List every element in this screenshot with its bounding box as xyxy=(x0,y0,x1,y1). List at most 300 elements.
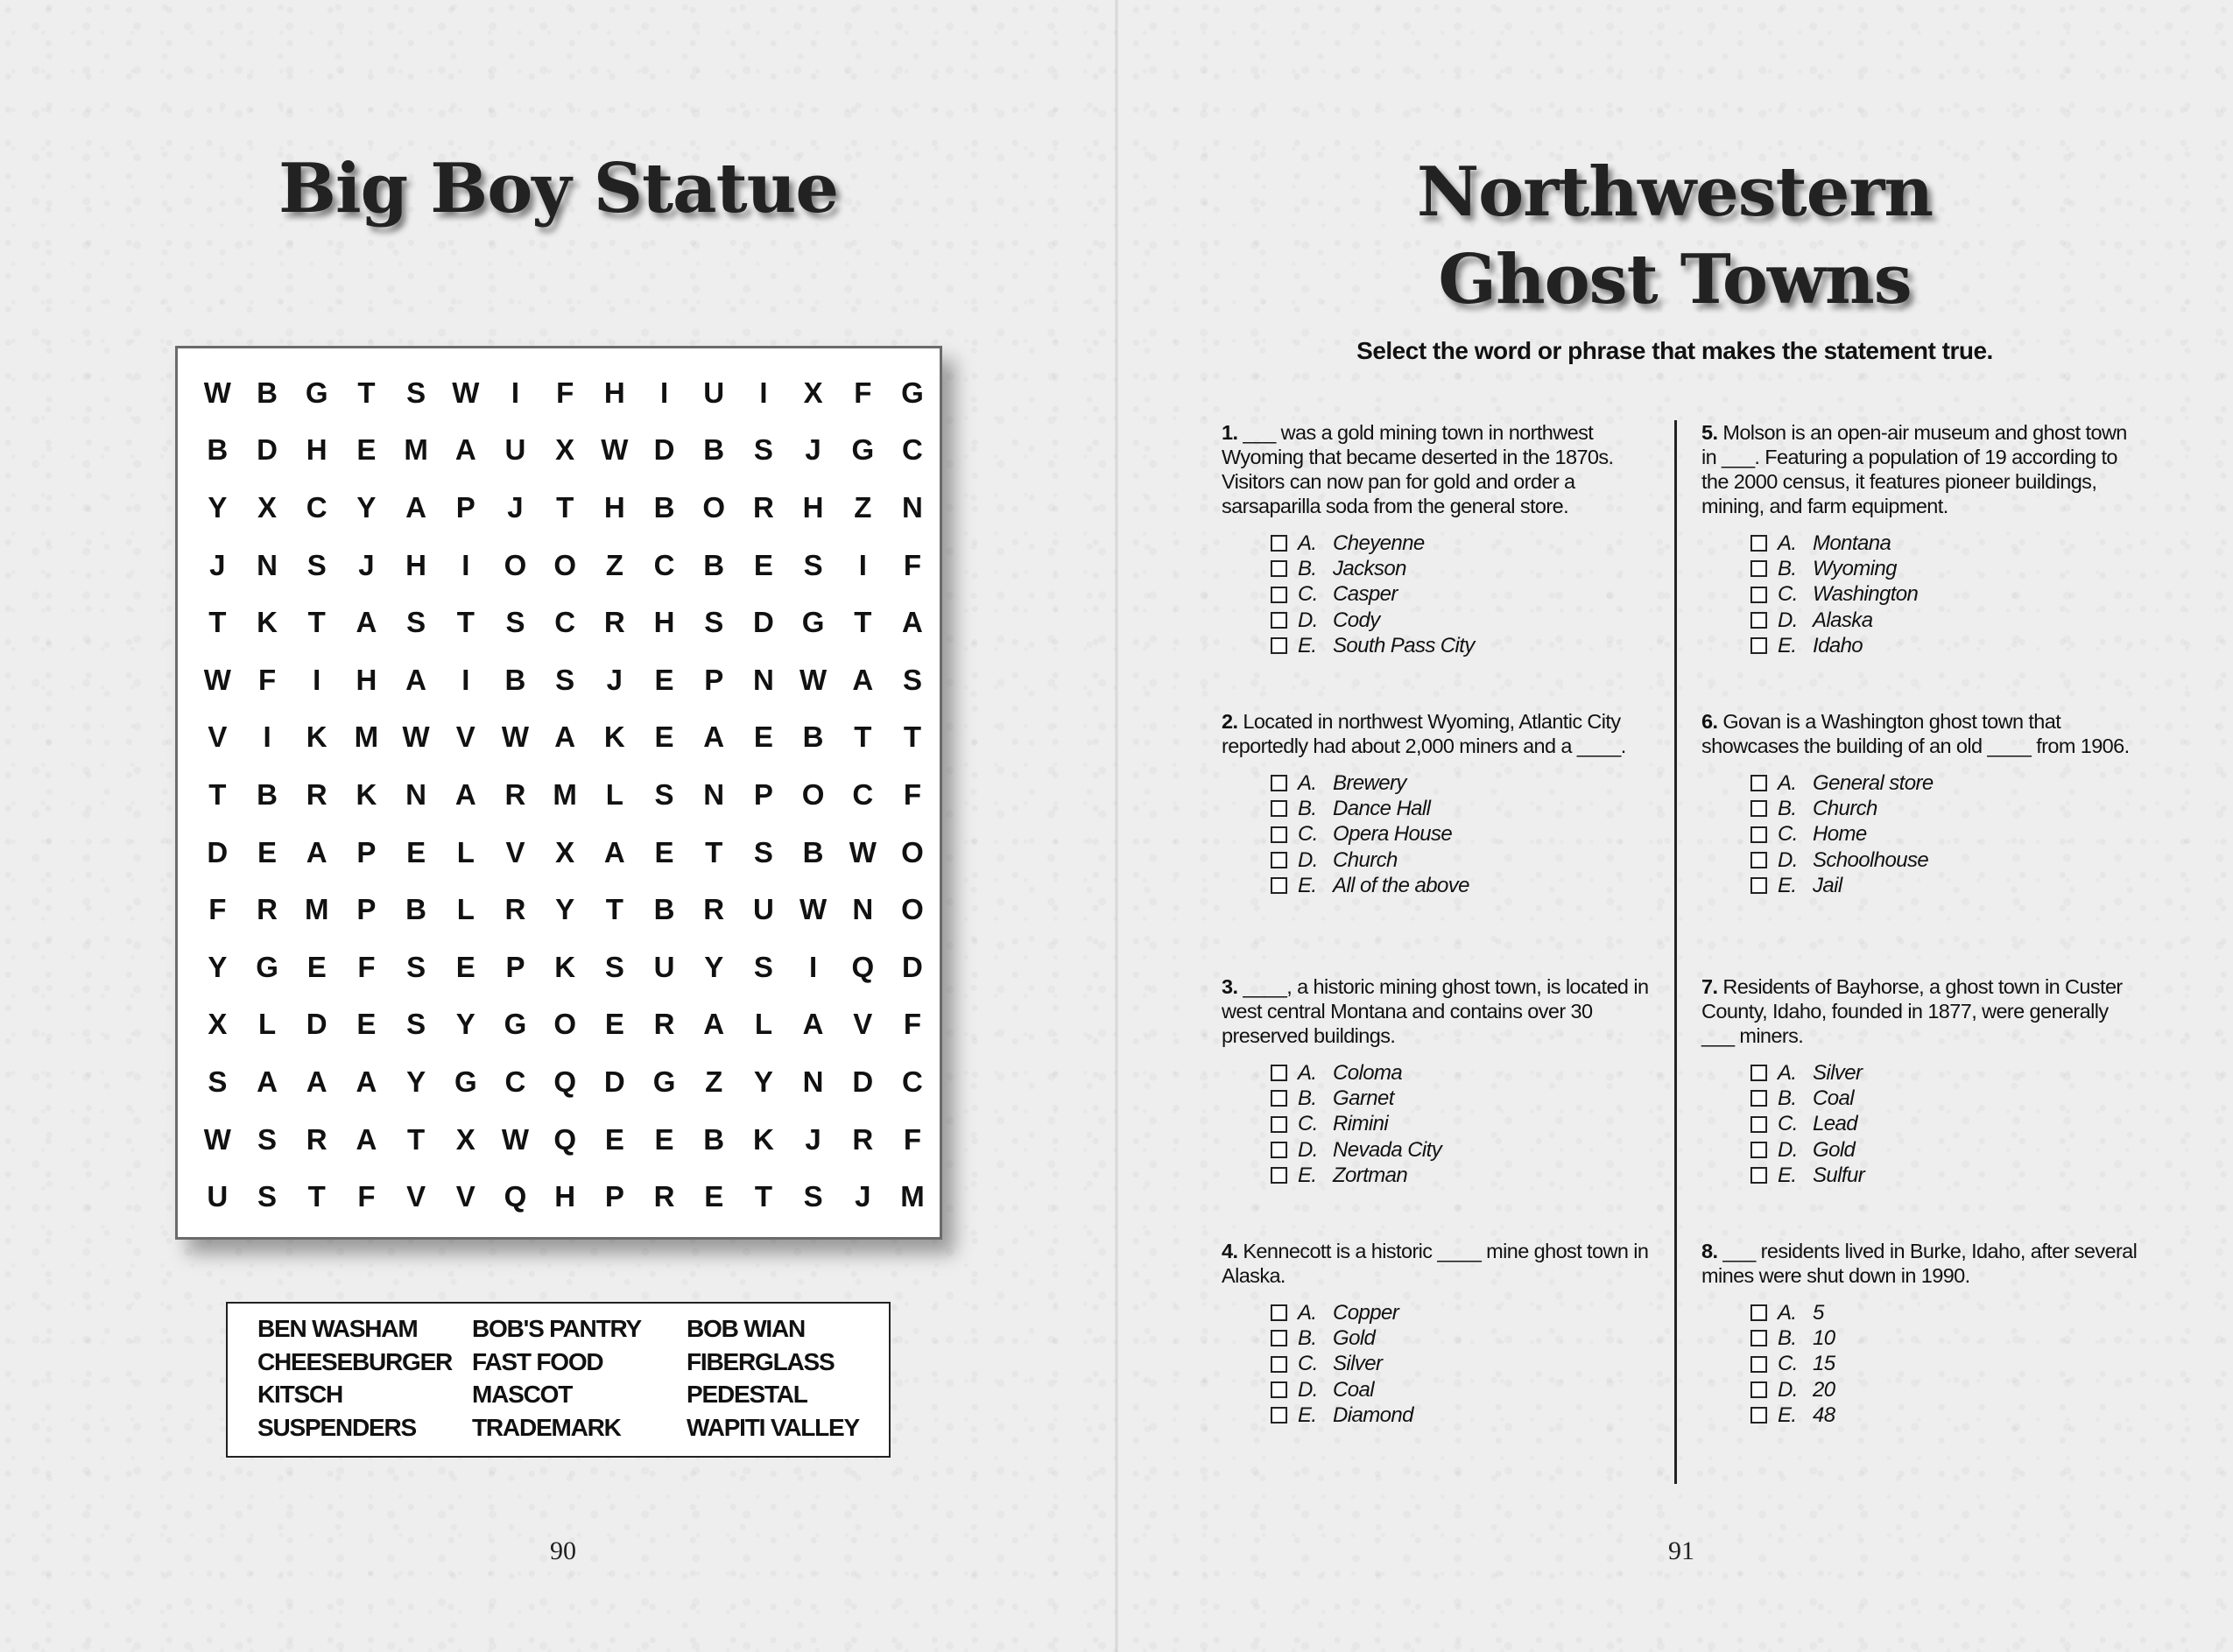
grid-letter: B xyxy=(257,777,278,811)
option-text: Church xyxy=(1333,847,1398,872)
answer-option[interactable] xyxy=(1271,847,1659,873)
grid-letter: K xyxy=(603,721,625,754)
checkbox[interactable] xyxy=(1271,535,1287,552)
grid-letter: A xyxy=(405,490,427,524)
grid-letter: H xyxy=(356,663,377,696)
quiz-title-line-1: Northwestern xyxy=(1416,152,1934,232)
option-text: Rimini xyxy=(1333,1112,1389,1136)
grid-letter: T xyxy=(556,490,574,524)
answer-option[interactable] xyxy=(1271,556,1659,581)
checkbox[interactable] xyxy=(1750,1167,1767,1184)
grid-letter: O xyxy=(901,835,924,868)
grid-letter: D xyxy=(902,950,923,983)
grid-letter: E xyxy=(356,433,377,467)
grid-letter: R xyxy=(752,490,774,524)
answer-option[interactable] xyxy=(1271,1112,1659,1137)
grid-letter: A xyxy=(802,1008,824,1041)
question-3 xyxy=(1222,974,1659,1188)
grid-letter: A xyxy=(356,606,377,639)
grid-letter: G xyxy=(454,1065,477,1098)
grid-letter: F xyxy=(903,1122,922,1156)
grid-letter: E xyxy=(753,721,773,754)
checkbox[interactable] xyxy=(1271,637,1287,654)
option-text: Opera House xyxy=(1333,822,1453,847)
option-letter: A. xyxy=(1298,1060,1317,1085)
grid-letter: J xyxy=(606,663,623,696)
option-letter: C. xyxy=(1778,1352,1798,1376)
question-text: ___ was a gold mining town in northwest Wyoming that became deserted in the 1870s. Visitors can now pan for gold and order a sarsaparilla soda from the general store. xyxy=(1222,421,1614,517)
option-letter: B. xyxy=(1778,556,1797,580)
grid-letter: T xyxy=(407,1122,426,1156)
option-text: Casper xyxy=(1333,582,1398,607)
grid-letter: X xyxy=(803,376,823,409)
option-text: Brewery xyxy=(1333,770,1406,795)
option-letter: E. xyxy=(1298,1402,1317,1427)
grid-letter: L xyxy=(605,777,623,811)
grid-letter: H xyxy=(554,1180,576,1213)
grid-letter: G xyxy=(305,376,328,409)
answer-option[interactable] xyxy=(1750,1325,2139,1351)
grid-letter: B xyxy=(653,893,675,926)
question-number: 7. xyxy=(1701,975,1718,998)
grid-letter: W xyxy=(452,376,480,409)
checkbox[interactable] xyxy=(1271,1116,1287,1133)
grid-letter: Y xyxy=(356,490,377,524)
word-bank-word: BEN WASHAM xyxy=(257,1315,418,1342)
word-bank-word: KITSCH xyxy=(257,1381,343,1408)
grid-letter: M xyxy=(553,777,577,811)
option-text: Lead xyxy=(1813,1112,1857,1136)
question-6 xyxy=(1701,709,2139,898)
answer-option[interactable] xyxy=(1750,1137,2139,1163)
question-stem xyxy=(1222,420,1659,518)
answer-option[interactable] xyxy=(1271,1377,1659,1402)
answer-option[interactable] xyxy=(1750,633,2139,658)
question-2 xyxy=(1222,709,1659,898)
word-bank-word: SUSPENDERS xyxy=(257,1413,416,1441)
checkbox[interactable] xyxy=(1750,800,1767,817)
grid-letter: R xyxy=(603,606,625,639)
grid-letter: G xyxy=(851,433,875,467)
grid-letter: E xyxy=(654,1122,674,1156)
grid-letter: P xyxy=(704,663,724,696)
grid-letter: P xyxy=(604,1180,624,1213)
grid-letter: W xyxy=(501,1122,530,1156)
option-text: Cody xyxy=(1333,608,1380,632)
option-text: Cheyenne xyxy=(1333,531,1425,555)
grid-letter: E xyxy=(704,1180,724,1213)
option-text: Jail xyxy=(1813,873,1842,897)
grid-letter: H xyxy=(603,376,625,409)
answer-option[interactable] xyxy=(1750,1352,2139,1377)
option-text: South Pass City xyxy=(1333,633,1475,657)
answer-option[interactable] xyxy=(1750,873,2139,898)
word-bank-word: BOB WIAN xyxy=(687,1315,806,1342)
grid-letter: K xyxy=(257,606,278,639)
grid-letter: S xyxy=(406,376,426,409)
checkbox[interactable] xyxy=(1750,852,1767,868)
answer-option[interactable] xyxy=(1750,531,2139,556)
grid-letter: S xyxy=(208,1065,228,1098)
grid-letter: F xyxy=(903,548,922,581)
grid-letter: S xyxy=(555,663,575,696)
grid-letter: V xyxy=(505,835,525,868)
grid-letter: N xyxy=(802,1065,824,1098)
option-letter: E. xyxy=(1778,1402,1797,1427)
grid-letter: L xyxy=(257,1008,277,1041)
checkbox[interactable] xyxy=(1750,1090,1767,1107)
grid-letter: F xyxy=(257,663,277,696)
answer-option[interactable] xyxy=(1271,822,1659,847)
grid-letter: D xyxy=(257,433,278,467)
question-text: ____, a historic mining ghost town, is located in west central Montana and contains over 30 preserved buildings. xyxy=(1222,975,1649,1047)
grid-letter: T xyxy=(208,606,227,639)
answer-option[interactable] xyxy=(1271,873,1659,898)
grid-letter: T xyxy=(208,777,227,811)
word-bank-word: MASCOT xyxy=(472,1381,573,1408)
checkbox[interactable] xyxy=(1750,1381,1767,1398)
checkbox[interactable] xyxy=(1271,1356,1287,1373)
checkbox[interactable] xyxy=(1750,535,1767,552)
grid-letter: P xyxy=(455,490,475,524)
answer-option[interactable] xyxy=(1750,1086,2139,1111)
grid-letter: Y xyxy=(704,950,724,983)
grid-letter: L xyxy=(456,835,475,868)
grid-letter: B xyxy=(653,490,675,524)
grid-letter: H xyxy=(653,606,675,639)
option-text: 48 xyxy=(1813,1402,1835,1427)
question-4 xyxy=(1222,1239,1659,1428)
grid-letter: U xyxy=(703,376,725,409)
right-page xyxy=(1116,0,2233,1652)
checkbox[interactable] xyxy=(1271,612,1287,629)
grid-letter: B xyxy=(504,663,526,696)
option-letter: C. xyxy=(1298,1112,1318,1136)
grid-letter: G xyxy=(256,950,278,983)
grid-letter: E xyxy=(455,950,475,983)
answer-option[interactable] xyxy=(1750,1300,2139,1325)
checkbox[interactable] xyxy=(1750,587,1767,603)
checkbox[interactable] xyxy=(1271,1167,1287,1184)
grid-letter: Q xyxy=(553,1065,576,1098)
question-number: 5. xyxy=(1701,421,1718,444)
grid-letter: L xyxy=(754,1008,772,1041)
grid-letter: S xyxy=(406,950,426,983)
grid-letter: R xyxy=(653,1008,675,1041)
option-letter: A. xyxy=(1298,1300,1317,1325)
grid-letter: I xyxy=(263,721,271,754)
grid-letter: P xyxy=(356,893,377,926)
checkbox[interactable] xyxy=(1750,877,1767,894)
grid-letter: A xyxy=(603,835,625,868)
answer-option[interactable] xyxy=(1271,633,1659,658)
answer-option[interactable] xyxy=(1750,1112,2139,1137)
grid-letter: Y xyxy=(753,1065,773,1098)
grid-letter: A xyxy=(405,663,427,696)
quiz-title-line-2: Ghost Towns xyxy=(1438,240,1912,320)
grid-letter: E xyxy=(604,1122,624,1156)
question-number: 2. xyxy=(1222,710,1238,733)
grid-letter: L xyxy=(456,893,475,926)
checkbox[interactable] xyxy=(1750,1304,1767,1321)
answer-option[interactable] xyxy=(1750,1060,2139,1086)
answer-option[interactable] xyxy=(1271,1163,1659,1188)
answer-option[interactable] xyxy=(1271,796,1659,821)
answer-option[interactable] xyxy=(1271,1300,1659,1325)
grid-letter: S xyxy=(406,1008,426,1041)
option-letter: E. xyxy=(1778,1163,1797,1187)
grid-letter: H xyxy=(405,548,427,581)
option-text: Garnet xyxy=(1333,1086,1394,1110)
grid-letter: O xyxy=(702,490,726,524)
grid-letter: I xyxy=(461,663,470,696)
answer-option[interactable] xyxy=(1271,1137,1659,1163)
answer-options xyxy=(1222,1060,1659,1188)
grid-letter: D xyxy=(852,1065,874,1098)
grid-letter: E xyxy=(654,721,674,754)
option-letter: E. xyxy=(1778,633,1797,657)
option-text: Coloma xyxy=(1333,1060,1403,1085)
option-text: 10 xyxy=(1813,1325,1835,1350)
option-text: Alaska xyxy=(1813,608,1873,632)
checkbox[interactable] xyxy=(1271,852,1287,868)
question-text: Kennecott is a historic ____ mine ghost town in Alaska. xyxy=(1222,1240,1649,1287)
option-letter: B. xyxy=(1298,796,1317,820)
grid-letter: S xyxy=(257,1122,278,1156)
grid-letter: W xyxy=(203,376,231,409)
option-letter: C. xyxy=(1778,822,1798,847)
question-stem xyxy=(1701,420,2139,518)
answer-option[interactable] xyxy=(1271,1352,1659,1377)
grid-letter: S xyxy=(604,950,624,983)
grid-letter: C xyxy=(852,777,874,811)
answer-option[interactable] xyxy=(1271,1060,1659,1086)
checkbox[interactable] xyxy=(1750,637,1767,654)
grid-letter: J xyxy=(805,433,821,467)
grid-letter: E xyxy=(406,835,426,868)
checkbox[interactable] xyxy=(1271,826,1287,843)
grid-letter: J xyxy=(855,1180,871,1213)
grid-letter: W xyxy=(203,663,231,696)
grid-letter: H xyxy=(603,490,625,524)
grid-letter: P xyxy=(753,777,773,811)
answer-option[interactable] xyxy=(1750,847,2139,873)
grid-letter: E xyxy=(753,548,773,581)
question-number: 8. xyxy=(1701,1240,1718,1262)
option-text: Diamond xyxy=(1333,1402,1413,1427)
grid-letter: V xyxy=(853,1008,873,1041)
question-stem xyxy=(1222,1239,1659,1288)
word-bank-word: TRADEMARK xyxy=(472,1413,621,1441)
grid-letter: O xyxy=(504,548,527,581)
question-text: ___ residents lived in Burke, Idaho, after several mines were shut down in 1990. xyxy=(1701,1240,2138,1287)
checkbox[interactable] xyxy=(1271,1142,1287,1158)
answer-option[interactable] xyxy=(1750,608,2139,633)
answer-option[interactable] xyxy=(1750,1377,2139,1402)
grid-letter: W xyxy=(601,433,629,467)
grid-letter: F xyxy=(903,1008,922,1041)
grid-letter: A xyxy=(306,835,328,868)
answer-option[interactable] xyxy=(1271,1325,1659,1351)
answer-option[interactable] xyxy=(1271,770,1659,796)
question-number: 4. xyxy=(1222,1240,1238,1262)
grid-letter: M xyxy=(404,433,428,467)
grid-letter: S xyxy=(704,606,724,639)
answer-option[interactable] xyxy=(1271,1402,1659,1428)
checkbox[interactable] xyxy=(1750,1116,1767,1133)
checkbox[interactable] xyxy=(1271,1304,1287,1321)
answer-option[interactable] xyxy=(1750,796,2139,821)
checkbox[interactable] xyxy=(1271,1090,1287,1107)
grid-letter: A xyxy=(554,721,576,754)
grid-letter: Q xyxy=(851,950,875,983)
option-letter: B. xyxy=(1298,1086,1317,1110)
grid-letter: I xyxy=(511,376,520,409)
answer-option[interactable] xyxy=(1750,582,2139,608)
grid-letter: N xyxy=(852,893,874,926)
grid-letter: Y xyxy=(208,950,228,983)
option-letter: A. xyxy=(1778,1060,1797,1085)
quiz-instructions: Select the word or phrase that makes the statement true. xyxy=(1356,337,1993,364)
option-letter: B. xyxy=(1778,1325,1797,1350)
checkbox[interactable] xyxy=(1271,1407,1287,1424)
grid-letter: O xyxy=(801,777,825,811)
checkbox[interactable] xyxy=(1750,1330,1767,1346)
grid-letter: K xyxy=(306,721,328,754)
grid-letter: N xyxy=(257,548,278,581)
question-stem xyxy=(1222,974,1659,1048)
grid-letter: N xyxy=(752,663,774,696)
checkbox[interactable] xyxy=(1271,1381,1287,1398)
grid-letter: I xyxy=(809,950,818,983)
option-text: Copper xyxy=(1333,1300,1399,1325)
grid-letter: Y xyxy=(208,490,228,524)
answer-option[interactable] xyxy=(1750,556,2139,581)
grid-letter: C xyxy=(306,490,328,524)
option-text: Gold xyxy=(1813,1137,1856,1162)
grid-letter: T xyxy=(307,606,326,639)
answer-option[interactable] xyxy=(1271,608,1659,633)
grid-letter: O xyxy=(553,548,576,581)
grid-letter: A xyxy=(257,1065,278,1098)
checkbox[interactable] xyxy=(1271,800,1287,817)
checkbox[interactable] xyxy=(1750,826,1767,843)
grid-letter: B xyxy=(802,835,824,868)
grid-letter: V xyxy=(455,721,475,754)
grid-letter: J xyxy=(209,548,226,581)
checkbox[interactable] xyxy=(1750,1065,1767,1081)
option-letter: B. xyxy=(1298,556,1317,580)
page-number-right: 91 xyxy=(1668,1536,1694,1565)
grid-letter: S xyxy=(902,663,922,696)
answer-option[interactable] xyxy=(1271,582,1659,608)
option-text: Gold xyxy=(1333,1325,1376,1350)
grid-letter: A xyxy=(852,663,874,696)
checkbox[interactable] xyxy=(1750,612,1767,629)
checkbox[interactable] xyxy=(1271,587,1287,603)
grid-letter: N xyxy=(902,490,923,524)
grid-letter: A xyxy=(454,777,476,811)
option-letter: C. xyxy=(1778,1112,1798,1136)
answer-options xyxy=(1701,770,2139,898)
option-letter: C. xyxy=(1298,822,1318,847)
grid-letter: W xyxy=(501,721,530,754)
grid-letter: S xyxy=(406,606,426,639)
option-letter: C. xyxy=(1298,582,1318,607)
grid-letter: T xyxy=(903,721,922,754)
grid-letter: C xyxy=(504,1065,526,1098)
checkbox[interactable] xyxy=(1750,1407,1767,1424)
question-stem xyxy=(1701,709,2139,758)
option-text: Dance Hall xyxy=(1333,796,1431,820)
column-divider xyxy=(1674,420,1677,1484)
option-text: Wyoming xyxy=(1813,556,1897,580)
word-bank xyxy=(226,1302,891,1458)
grid-letter: S xyxy=(753,950,773,983)
option-letter: B. xyxy=(1778,796,1797,820)
answer-option[interactable] xyxy=(1750,1402,2139,1428)
grid-letter: S xyxy=(654,777,674,811)
checkbox[interactable] xyxy=(1750,1356,1767,1373)
grid-letter: Y xyxy=(406,1065,426,1098)
grid-letter: X xyxy=(208,1008,228,1041)
checkbox[interactable] xyxy=(1271,560,1287,577)
option-text: Washington xyxy=(1813,582,1919,607)
grid-letter: C xyxy=(554,606,576,639)
answer-option[interactable] xyxy=(1750,770,2139,796)
answer-option[interactable] xyxy=(1271,1086,1659,1111)
grid-letter: W xyxy=(849,835,877,868)
word-search-grid-box xyxy=(175,346,942,1240)
option-letter: C. xyxy=(1778,582,1798,607)
checkbox[interactable] xyxy=(1750,1142,1767,1158)
answer-option[interactable] xyxy=(1750,1163,2139,1188)
grid-letter: X xyxy=(555,835,575,868)
checkbox[interactable] xyxy=(1271,877,1287,894)
answer-options xyxy=(1701,1300,2139,1428)
grid-letter: E xyxy=(257,835,278,868)
grid-letter: F xyxy=(208,893,227,926)
grid-letter: V xyxy=(406,1180,426,1213)
question-text: Molson is an open-air museum and ghost town in ___. Featuring a population of 19 according to the 2000 census, it features pioneer buildings, mining, and farm equipment. xyxy=(1701,421,2127,517)
grid-letter: I xyxy=(759,376,768,409)
grid-letter: U xyxy=(752,893,774,926)
grid-letter: S xyxy=(505,606,525,639)
grid-letter: A xyxy=(356,1122,377,1156)
grid-letter: S xyxy=(753,433,773,467)
word-bank-word: PEDESTAL xyxy=(687,1381,807,1408)
grid-letter: S xyxy=(803,1180,823,1213)
question-text: Residents of Bayhorse, a ghost town in Custer County, Idaho, founded in 1877, were generally ___ miners. xyxy=(1701,975,2123,1047)
question-number: 1. xyxy=(1222,421,1238,444)
checkbox[interactable] xyxy=(1271,1330,1287,1346)
answer-option[interactable] xyxy=(1750,822,2139,847)
grid-letter: N xyxy=(703,777,725,811)
checkbox[interactable] xyxy=(1750,560,1767,577)
option-letter: D. xyxy=(1298,1377,1318,1402)
option-letter: A. xyxy=(1298,531,1317,555)
answer-options xyxy=(1701,531,2139,658)
grid-letter: A xyxy=(902,606,923,639)
grid-letter: X xyxy=(257,490,278,524)
checkbox[interactable] xyxy=(1271,1065,1287,1081)
answer-option[interactable] xyxy=(1271,531,1659,556)
checkbox[interactable] xyxy=(1271,775,1287,791)
grid-letter: B xyxy=(207,433,229,467)
grid-letter: R xyxy=(504,893,526,926)
grid-letter: V xyxy=(455,1180,475,1213)
checkbox[interactable] xyxy=(1750,775,1767,791)
